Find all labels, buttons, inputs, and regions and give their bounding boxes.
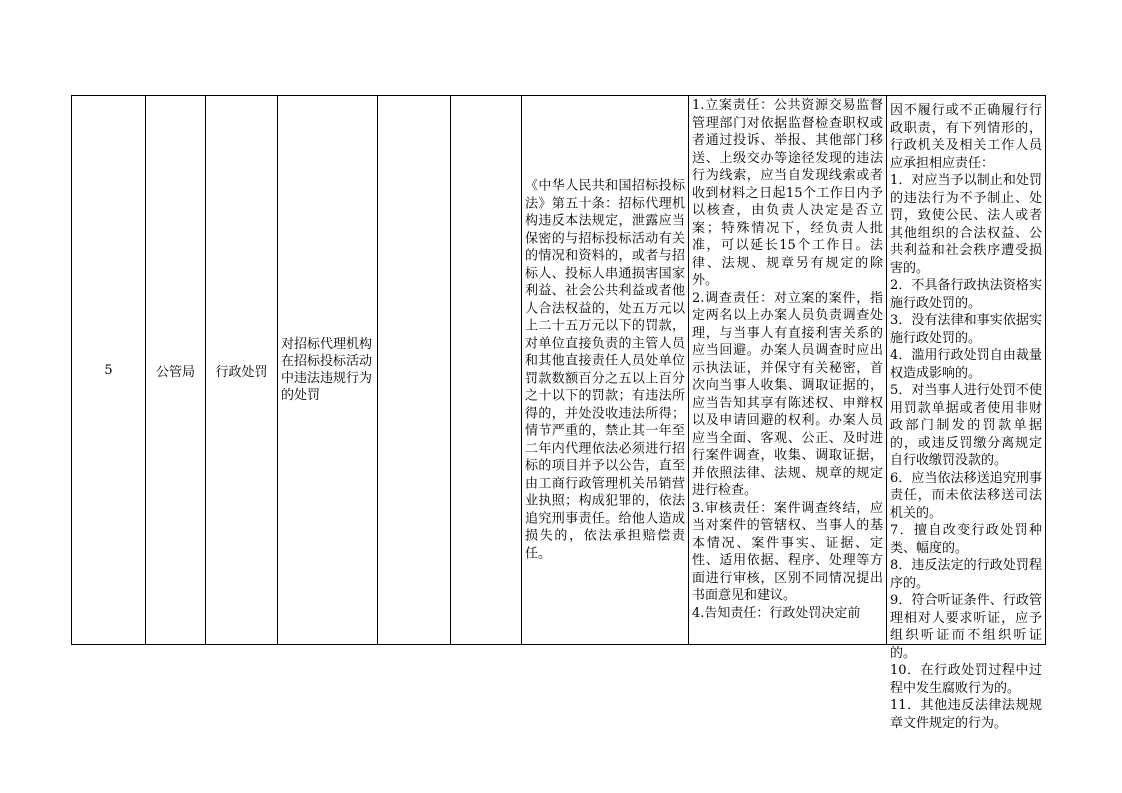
responsibility-cell xyxy=(689,96,887,644)
power-sub-item xyxy=(378,96,450,644)
category-cell xyxy=(206,96,278,644)
department-name: 公管局 xyxy=(155,364,195,380)
power-list-table xyxy=(71,95,1046,731)
power-item-name: 对招标代理机构在招标投标活动中违法违规行为的处罚 xyxy=(281,337,373,403)
legal-basis-text: 《中华人民共和国招标投标法》第五十条：招标代理机构违反本法规定，泄露应当保密的与招标投标活动有关的情况和资料的，或者与招标人、投标人串通损害国家利益、社会公共利益或者他人合法权益的，处五万元以上二十五万元以下的罚款，对单位直接负责的主管人员和其他直接责任人员处单位罚款数额百分之五以上百分之十以下的罚款；有违法所得的，并处没收违法所得；情节严重的，禁止其一年至二年内代理依法必须进行招标的项目并予以公告，直至由工商行政管理机关吊销营业执照；构成犯罪的，依法追究刑事责任。给他人造成损失的，依法承担赔偿责任。 xyxy=(525,178,685,561)
accountability-text: 因不履行或不正确履行行政职责，有下列情形的，行政机关及相关工作人员应承担相应责任： 1．对应当予以制止和处罚的违法行为不予制止、处罚，致使公民、法人或者其他组织的合法权益、公共利益和社会秩序遭受损害的。 2．不具备行政执法资格实施行政处罚的。 3．没有法律和事实依据实施行政处罚的。 4．滥用行政处罚自由裁量权造成影响的。 5．对当事人进行处罚不使用罚款单据或者使用非财政部门制发的罚款单据的，或违反罚缴分离规定自行收缴罚没款的。 6．应当依法移送追究刑事责任，而未依法移送司法机关的。 7．擅自改变行政处罚种类、幅度的。 8．违反法定的行政处罚程序的。 9．符合听证条件、行政管理相对人要求听证，应予组织听证而不组织听证的。 10．在行政处罚过程中过程中发生腐败行为的。 11．其他违反法律法规规章文件规定的行为。 xyxy=(890,103,1042,731)
index-cell xyxy=(72,96,146,644)
power-category: 行政处罚 xyxy=(215,364,268,380)
legal-basis-cell xyxy=(522,96,689,644)
item-name-cell xyxy=(278,96,378,644)
blank-cell xyxy=(451,96,522,644)
row-index: 5 xyxy=(104,362,113,378)
accountability-cell xyxy=(887,96,1045,731)
responsibility-text: 1.立案责任：公共资源交易监督管理部门对依据监督检查职权或者通过投诉、举报、其他部门移送、上级交办等途径发现的违法行为线索，应当自发现线索或者收到材料之日起15个工作日内予以核查，由负责人决定是否立案；特殊情况下，经负责人批准，可以延长15个工作日。法律、法规、规章另有规定的除外。 2.调查责任：对立案的案件，指定两名以上办案人员负责调查处理，与当事人有直接利害关系的应当回避。办案人员调查时应出示执法证，并保守有关秘密，首次向当事人收集、调取证据的，应当告知其享有陈述权、申辩权以及申请回避的权利。办案人员应当全面、客观、公正、及时进行案件调查，收集、调取证据，并依照法律、法规、规章的规定进行检查。 3.审核责任：案件调查终结，应当对案件的管辖权、当事人的基本情况、案件事实、证据、定性、适用依据、程序、处理等方面进行审核，区别不同情况提出书面意见和建议。 4.告知责任：行政处罚决定前 xyxy=(692,98,883,621)
department-cell xyxy=(146,96,206,644)
sub-item-cell xyxy=(378,96,451,644)
